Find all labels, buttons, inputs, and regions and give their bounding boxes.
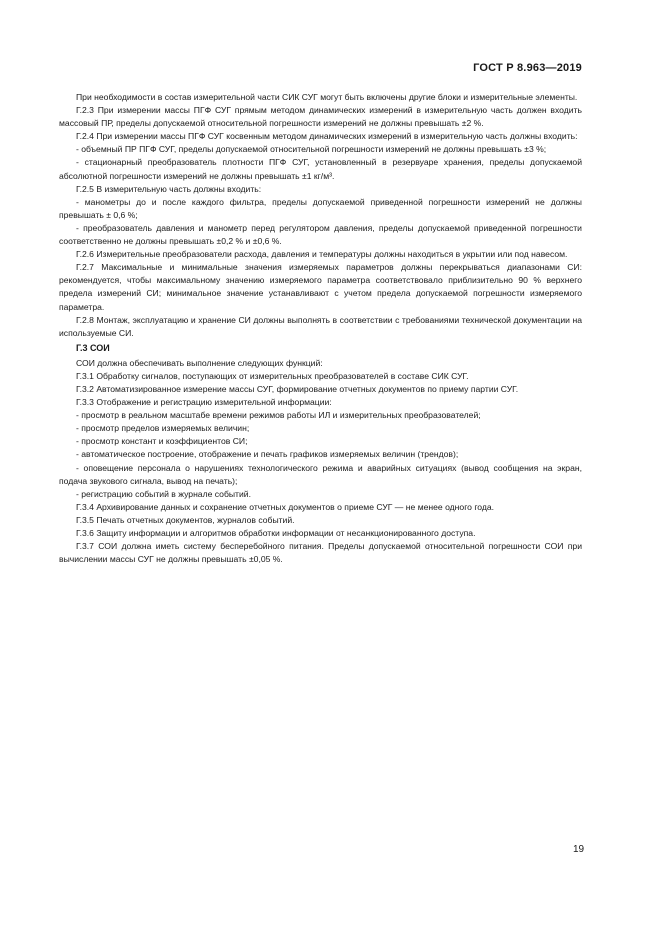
list-item: - манометры до и после каждого фильтра, пределы допускаемой приведенной погрешности измерений не должны превышать ± 0,6 %; xyxy=(59,196,582,220)
list-item: - регистрацию событий в журнале событий. xyxy=(76,488,251,499)
list-item: - объемный ПР ПГФ СУГ, пределы допускаемой относительной погрешности измерений не должны превышать ±3 %; xyxy=(76,144,547,155)
paragraph-g-3-1: Г.3.1 Обработку сигналов, поступающих от измерительных преобразователей в составе СИК СУГ. xyxy=(76,370,469,381)
paragraph-g-2-3: Г.2.3 При измерении массы ПГФ СУГ прямым методом динамических измерений в измерительную часть должен входить массовый ПР, пределы допускаемой относительной погрешности измерений не должны превышать ±2 %. xyxy=(59,105,582,129)
paragraph-g-3-2: Г.3.2 Автоматизированное измерение массы СУГ, формирование отчетных документов по приему партии СУГ. xyxy=(76,383,519,394)
list-item: - просмотр пределов измеряемых величин; xyxy=(76,423,250,434)
paragraph-g-3-7: Г.3.7 СОИ должна иметь систему бесперебойного питания. Пределы допускаемой относительной погрешности СОИ при вычислении массы СУГ не должны превышать ±0,05 %. xyxy=(59,541,582,565)
list-item: - автоматическое построение, отображение и печать графиков измеряемых величин (трендов); xyxy=(76,449,459,460)
paragraph: СОИ должна обеспечивать выполнение следующих функций: xyxy=(76,357,323,368)
paragraph: При необходимости в состав измерительной части СИК СУГ могут быть включены другие блоки и измерительные элементы. xyxy=(76,92,578,102)
paragraph-g-2-5: Г.2.5 В измерительную часть должны входить: xyxy=(76,183,262,194)
list-item: - просмотр в реальном масштабе времени режимов работы ИЛ и измерительных преобразователей; xyxy=(76,410,481,421)
page-number: 19 xyxy=(573,844,585,855)
paragraph-g-3-5: Г.3.5 Печать отчетных документов, журналов событий. xyxy=(76,514,295,525)
document-body xyxy=(59,91,582,566)
list-item: - оповещение персонала о нарушениях технологического режима и аварийных ситуациях (вывод сообщения на экран, подача звукового сигнала, вывод на печать); xyxy=(59,462,582,486)
paragraph-g-2-6: Г.2.6 Измерительные преобразователи расхода, давления и температуры должны находиться в укрытии или под навесом. xyxy=(76,249,568,260)
list-item: - стационарный преобразователь плотности ПГФ СУГ, установленный в резервуаре хранения, пределы допускаемой абсолютной погрешности измерений не должны превышать ±1 кг/м³. xyxy=(59,157,582,181)
paragraph-g-2-8: Г.2.8 Монтаж, эксплуатацию и хранение СИ должны выполнять в соответствии с требованиями технической документации на используемые СИ. xyxy=(59,314,582,338)
paragraph-g-3-4: Г.3.4 Архивирование данных и сохранение отчетных документов о приеме СУГ — не менее одного года. xyxy=(76,501,495,512)
paragraph-g-2-4: Г.2.4 При измерении массы ПГФ СУГ косвенным методом динамических измерений в измерительную часть должны входить: xyxy=(76,131,578,142)
paragraph-g-3-6: Г.3.6 Защиту информации и алгоритмов обработки информации от несанкционированного доступа. xyxy=(76,528,476,538)
list-item: - преобразователь давления и манометр перед регулятором давления, пределы допускаемой приведенной погрешности соответственно не должны превышать ±0,2 % и ±0,6 %. xyxy=(59,222,582,247)
list-item: - просмотр констант и коэффициентов СИ; xyxy=(76,436,248,447)
paragraph-g-3-3: Г.3.3 Отображение и регистрацию измерительной информации: xyxy=(76,397,332,408)
paragraph-g-2-7: Г.2.7 Максимальные и минимальные значения измеряемых параметров должны перекрываться диапазонами СИ: рекомендуется, чтобы максимальному значению измеряемого параметра соответствовало приблизительно 90 % верхнего предела измерений СИ; минимальное значение устанавливают с учетом предела допускаемой погрешности измеряемого параметра. xyxy=(59,262,582,312)
section-heading: Г.3 СОИ xyxy=(76,342,110,353)
standard-header: ГОСТ Р 8.963—2019 xyxy=(473,62,582,74)
